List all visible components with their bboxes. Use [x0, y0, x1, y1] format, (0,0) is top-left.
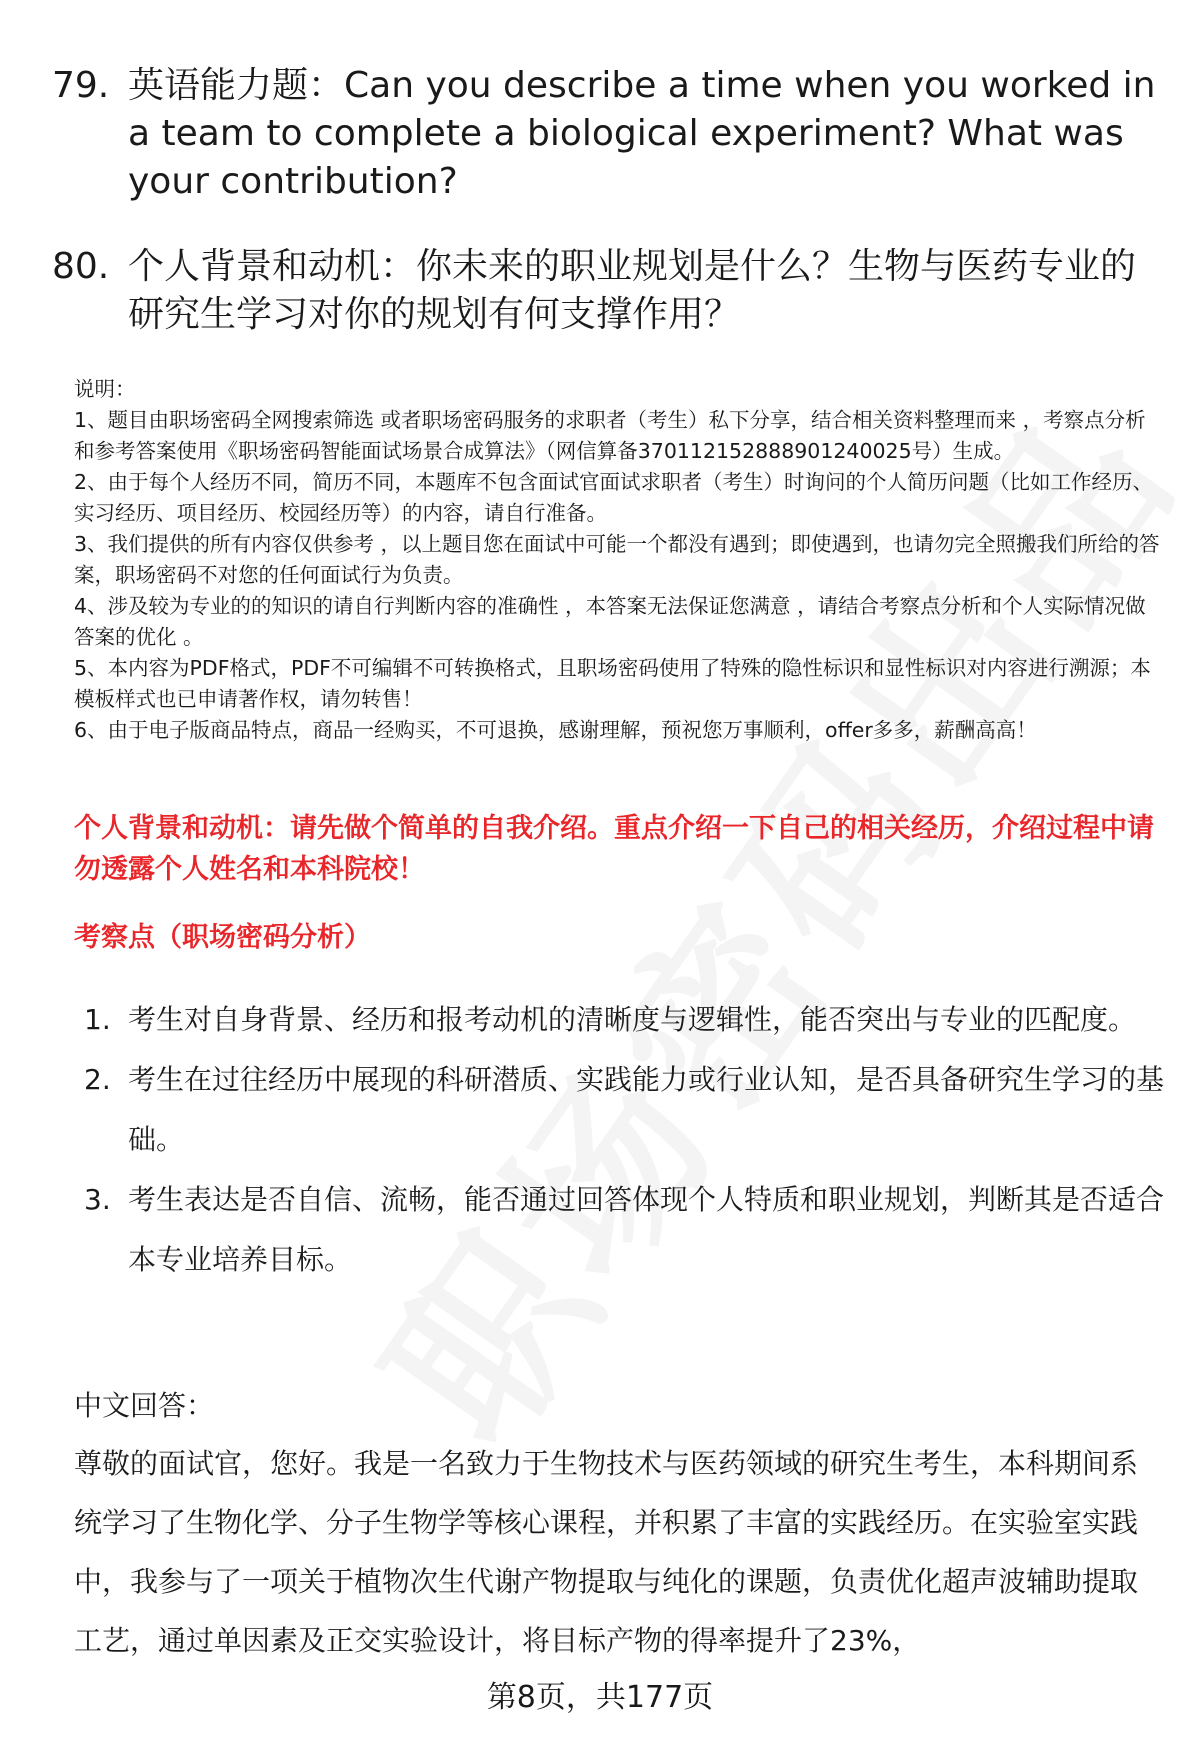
page-number: 第8页，共177页 [486, 1680, 714, 1715]
note-item: 5、本内容为PDF格式，PDF不可编辑不可转换格式，且职场密码使用了特殊的隐性标识和显性标识对内容进行溯源；本模板样式也已申请著作权，请勿转售！ [74, 656, 1151, 711]
list-item [84, 1170, 1164, 1290]
note-item: 4、涉及较为专业的的知识的请自行判断内容的准确性 ，本答案无法保证您满意 ，请结合考察点分析和个人实际情况做答案的优化 。 [74, 594, 1146, 649]
point-number: 3. [84, 1183, 111, 1216]
notes-heading: 说明： [74, 377, 136, 401]
point-number: 2. [84, 1063, 111, 1096]
question-number: 80. [52, 246, 110, 287]
answer-heading: 中文回答： [74, 1389, 215, 1422]
note-item: 6、由于电子版商品特点，商品一经购买，不可退换，感谢理解，预祝您万事顺利，offer多多，薪酬高高！ [74, 718, 1037, 742]
question-text: 个人背景和动机：你未来的职业规划是什么？生物与医药专业的研究生学习对你的规划有何支撑作用？ [128, 246, 1137, 335]
list-item [84, 990, 1164, 1050]
note-item: 2、由于每个人经历不同，简历不同，本题库不包含面试官面试求职者（考生）时询问的个人简历问题（比如工作经历、实习经历、项目经历、校园经历等）的内容，请自行准备。 [74, 470, 1154, 525]
note-item: 1、题目由职场密码全网搜索筛选 或者职场密码服务的求职者（考生）私下分享，结合相关资料整理而来 ，考察点分析和参考答案使用《职场密码智能面试场景合成算法》（网信算备370112152888901240025号）生成。 [74, 408, 1146, 463]
section-title: 个人背景和动机：请先做个简单的自我介绍。重点介绍一下自己的相关经历，介绍过程中请勿透露个人姓名和本科院校！ [74, 813, 1154, 885]
points-heading: 考察点（职场密码分析） [74, 922, 371, 953]
notes-block [74, 374, 1160, 746]
list-item [84, 1050, 1164, 1170]
point-text: 考生对自身背景、经历和报考动机的清晰度与逻辑性，能否突出与专业的匹配度。 [128, 1003, 1137, 1036]
question-79 [52, 62, 1162, 206]
points-list [84, 990, 1164, 1290]
point-text: 考生在过往经历中展现的科研潜质、实践能力或行业认知，是否具备研究生学习的基础。 [128, 1063, 1165, 1156]
answer-text: 尊敬的面试官，您好。我是一名致力于生物技术与医药领域的研究生考生，本科期间系统学习了生物化学、分子生物学等核心课程，并积累了丰富的实践经历。在实验室实践中，我参与了一项关于植物次生代谢产物提取与纯化的课题，负责优化超声波辅助提取工艺，通过单因素及正交实验设计，将目标产物的得率提升了23%， [74, 1447, 1139, 1657]
question-number: 79. [52, 65, 110, 106]
question-text: 英语能力题：Can you describe a time when you worked in a team to complete a biological experiment? What was your contribution? [128, 65, 1156, 202]
question-80 [52, 243, 1162, 339]
note-item: 3、我们提供的所有内容仅供参考 ，以上题目您在面试中可能一个都没有遇到；即使遇到，也请勿完全照搬我们所给的答案，职场密码不对您的任何面试行为负责。 [74, 532, 1160, 587]
point-text: 考生表达是否自信、流畅，能否通过回答体现个人特质和职业规划，判断其是否适合本专业培养目标。 [128, 1183, 1165, 1276]
point-number: 1. [84, 1003, 111, 1036]
